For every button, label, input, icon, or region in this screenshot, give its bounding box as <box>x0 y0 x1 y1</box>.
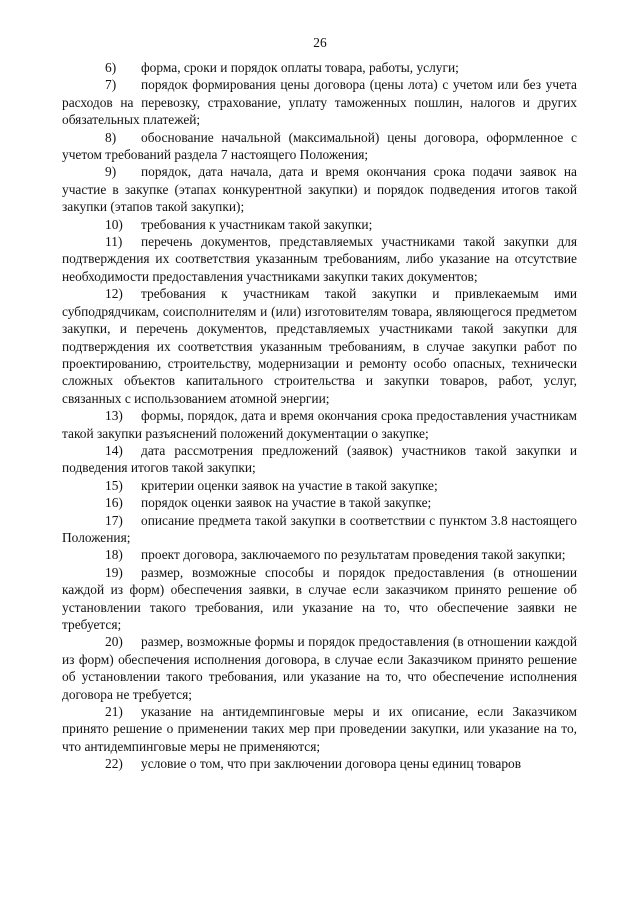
item-number: 22) <box>105 756 123 772</box>
item-number: 15) <box>105 477 123 493</box>
item-text: порядок формирования цены договора (цены лота) с учетом или без учета расходов на перевозку, страхование, уплату таможенных пошлин, налогов и других обязательных платежей; <box>62 77 577 128</box>
list-item <box>62 512 577 547</box>
item-text: описание предмета такой закупки в соответствии с пунктом 3.8 настоящего Положения; <box>62 512 577 545</box>
list-item <box>62 129 577 164</box>
item-number: 14) <box>105 442 123 458</box>
item-text: требования к участникам такой закупки; <box>141 216 373 232</box>
item-text: форма, сроки и порядок оплаты товара, работы, услуги; <box>141 60 459 75</box>
item-text: требования к участникам такой закупки и привлекаемым ими субподрядчикам, соисполнителям и (или) изготовителям товара, являющегося предметом закупки, и перечень документов, представляемых участниками такой закупки для подтверждения их соответствия указанным требованиям, в случае закупки работ по проектированию, строительству, модернизации и ремонту особо опасных, технически сложных объектов капитального строительства и закупки товаров, работ, услуг, связанных с использованием атомной энергии; <box>62 286 577 406</box>
item-number: 12) <box>105 286 123 302</box>
item-number: 13) <box>105 408 123 424</box>
item-number: 6) <box>105 60 117 75</box>
page-number: 26 <box>313 35 327 50</box>
item-number: 20) <box>105 634 123 650</box>
item-text: порядок оценки заявок на участие в такой закупке; <box>141 495 432 511</box>
list-item <box>62 477 577 494</box>
requirements-list <box>62 59 577 773</box>
list-item <box>62 216 577 233</box>
list-item <box>62 233 577 285</box>
list-item <box>62 407 577 442</box>
item-number: 18) <box>105 547 123 563</box>
item-text: условие о том, что при заключении договора цены единиц товаров <box>141 756 522 772</box>
item-text: проект договора, заключаемого по результатам проведения такой закупки; <box>141 547 566 563</box>
list-item <box>62 703 577 755</box>
item-text: критерии оценки заявок на участие в такой закупке; <box>141 477 438 493</box>
item-number: 7) <box>105 77 117 93</box>
list-item <box>62 546 577 563</box>
list-item <box>62 285 577 407</box>
list-item <box>62 633 577 703</box>
item-text: указание на антидемпинговые меры и их описание, если Заказчиком принято решение о применении таких мер при проведении закупки, или указание на то, что антидемпинговые меры не применяются; <box>62 704 577 754</box>
item-number: 10) <box>105 216 123 232</box>
item-number: 16) <box>105 495 123 511</box>
item-text: перечень документов, представляемых участниками такой закупки для подтверждения их соответствия указанным требованиям, либо указание на отсутствие необходимости предоставления участниками закупки таких документов; <box>62 234 577 284</box>
item-text: размер, возможные формы и порядок предоставления (в отношении каждой из форм) обеспечения исполнения договора, в случае если Заказчиком принято решение об установлении такого требования, или указание на то, что обеспечение исполнения договора не требуется; <box>62 634 577 702</box>
item-number: 11) <box>105 234 123 250</box>
item-number: 9) <box>105 164 117 180</box>
item-text: размер, возможные способы и порядок предоставления (в отношении каждой из форм) обеспечения заявки, в случае если заказчиком принято решение об установлении такого требования, или указание на то, что обеспечение заявки не требуется; <box>62 564 577 632</box>
item-number: 17) <box>105 512 123 528</box>
list-item <box>62 163 577 215</box>
list-item <box>62 755 577 772</box>
item-text: порядок, дата начала, дата и время окончания срока подачи заявок на участие в закупке (этапах конкурентной закупки) и порядок подведения итогов такой закупки (этапов такой закупки); <box>62 164 577 215</box>
item-number: 19) <box>105 564 123 580</box>
item-number: 21) <box>105 704 123 720</box>
item-text: формы, порядок, дата и время окончания срока предоставления участникам такой закупки разъяснений положений документации о закупке; <box>62 408 577 441</box>
list-item <box>62 59 577 76</box>
list-item <box>62 494 577 511</box>
list-item <box>62 442 577 477</box>
item-number: 8) <box>105 129 117 145</box>
item-text: дата рассмотрения предложений (заявок) участников такой закупки и подведения итогов такой закупки; <box>62 442 577 476</box>
item-text: обоснование начальной (максимальной) цены договора, оформленное с учетом требований раздела 7 настоящего Положения; <box>62 129 577 163</box>
list-item <box>62 564 577 634</box>
list-item <box>62 76 577 128</box>
